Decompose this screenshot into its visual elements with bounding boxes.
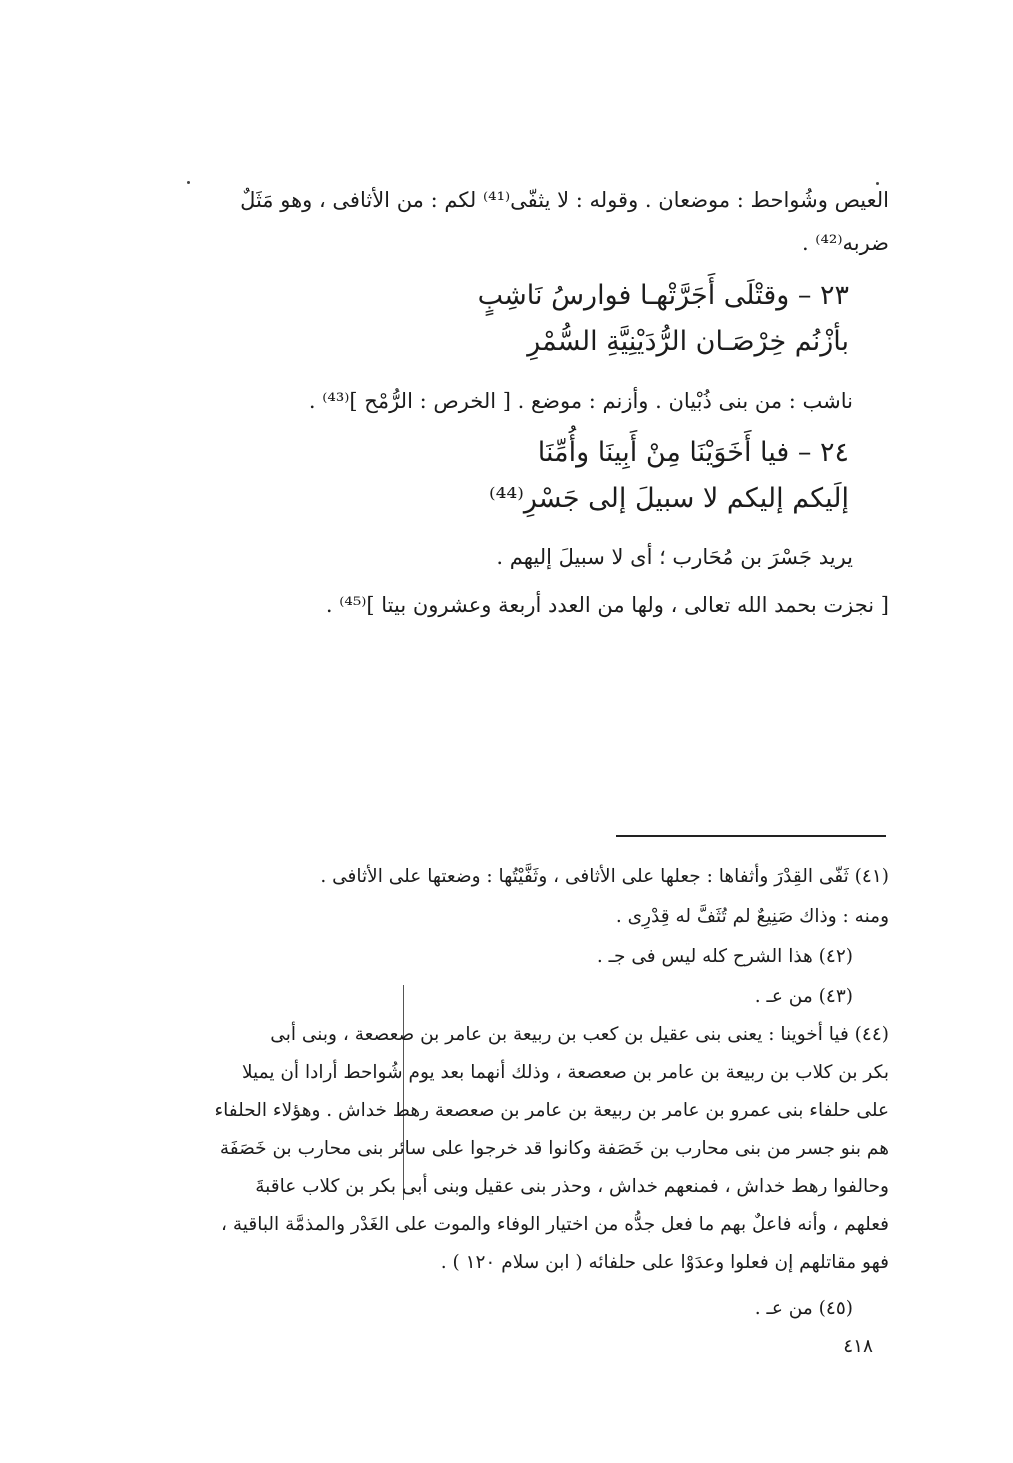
- scan-crease: [403, 985, 404, 1200]
- verse-24-gloss: يريد جَسْرَ بن مُحَارب ؛ أى لا سبيلَ إليهم .: [496, 545, 853, 569]
- footnote-42: (٤٢) هذا الشرح كله ليس فى جـ .: [596, 946, 853, 967]
- page-number: ٤١٨: [843, 1336, 873, 1357]
- footnote-41-line-1: (٤١) ثَفّى القِدْرَ وأثفاها : جعلها على الأثافى ، وثَفَّيْتُها : وضعتها على الأثافى .: [320, 866, 889, 887]
- body-line-2: ضربه⁽⁴²⁾ .: [801, 231, 889, 255]
- footnote-44-line-7: فهو مقاتلهم إن فعلوا وعدَوْا على حلفائه ( ابن سلام ١٢٠ ) .: [440, 1252, 889, 1273]
- footnote-44-line-2: بكر بن كلاب بن ربيعة بن عامر بن صعصعة ، وذلك أنهما بعد يوم شُواحط أرادا أن يميلا: [242, 1062, 889, 1083]
- footnote-43: (٤٣) من عـ .: [754, 986, 853, 1007]
- verse-24-first-hemistich: ٢٤ – فيا أَخَوَيْنَا مِنْ أَبِينَا وأُمِّنَا: [537, 437, 849, 468]
- footnote-44-line-4: هم بنو جسر من بنى محارب بن خَصَفة وكانوا قد خرجوا على سائر بنى محارب بن خَصَفَة: [219, 1138, 889, 1159]
- footnote-45: (٤٥) من عـ .: [754, 1298, 853, 1319]
- verse-23-gloss: ناشب : من بنى ذُبْيان . وأزنم : موضع . [ الخرص : الرُّمْح ]⁽⁴³⁾ .: [308, 389, 853, 413]
- body-line-1: العيص وشُواحط : موضعان . وقوله : لا يثفّى⁽⁴¹⁾ لكم : من الأثافى ، وهو مَثَلٌ: [240, 188, 889, 212]
- footnote-44-line-6: فعلهم ، وأنه فاعلٌ بهم ما فعل جدُّه من اختيار الوفاء والموت على الغَدْر والمذمَّة الباقية ،: [221, 1214, 889, 1235]
- footnote-41-line-2: ومنه : وذاك صَنِيعٌ لم تُثَفَّ له قِدْرِى .: [615, 906, 889, 927]
- verse-24-second-hemistich: إلَيكم إليكم لا سبيلَ إلى جَسْرِ⁽⁴⁴⁾: [488, 483, 849, 514]
- footnote-44-line-5: وحالفوا رهط خداش ، فمنعهم خداش ، وحذر بنى عقيل وبنى أبى بكر بن كلاب عاقبةَ: [255, 1176, 889, 1197]
- footnote-44-line-3: على حلفاء بنى عمرو بن عامر بن ربيعة بن عامر بن صعصعة رهط خداش . وهؤلاء الحلفاء: [214, 1100, 889, 1121]
- print-speck: [187, 181, 190, 184]
- print-speck: [876, 182, 879, 185]
- colophon: [ نجزت بحمد الله تعالى ، ولها من العدد أربعة وعشرون بيتا ]⁽⁴⁵⁾ .: [325, 593, 889, 617]
- footnote-separator: [616, 835, 886, 837]
- footnote-44-line-1: (٤٤) فيا أخوينا : يعنى بنى عقيل بن كعب بن ربيعة بن عامر بن صعصعة ، وبنى أبى: [270, 1024, 889, 1045]
- verse-23-second-hemistich: بأزْنُم خِرْصَـان الرُّدَيْنِيَّةِ السُّمْرِ: [527, 326, 849, 357]
- verse-23-first-hemistich: ٢٣ – وقتْلَى أَجَرَّتْهـا فوارسُ نَاشِبٍ: [477, 280, 849, 311]
